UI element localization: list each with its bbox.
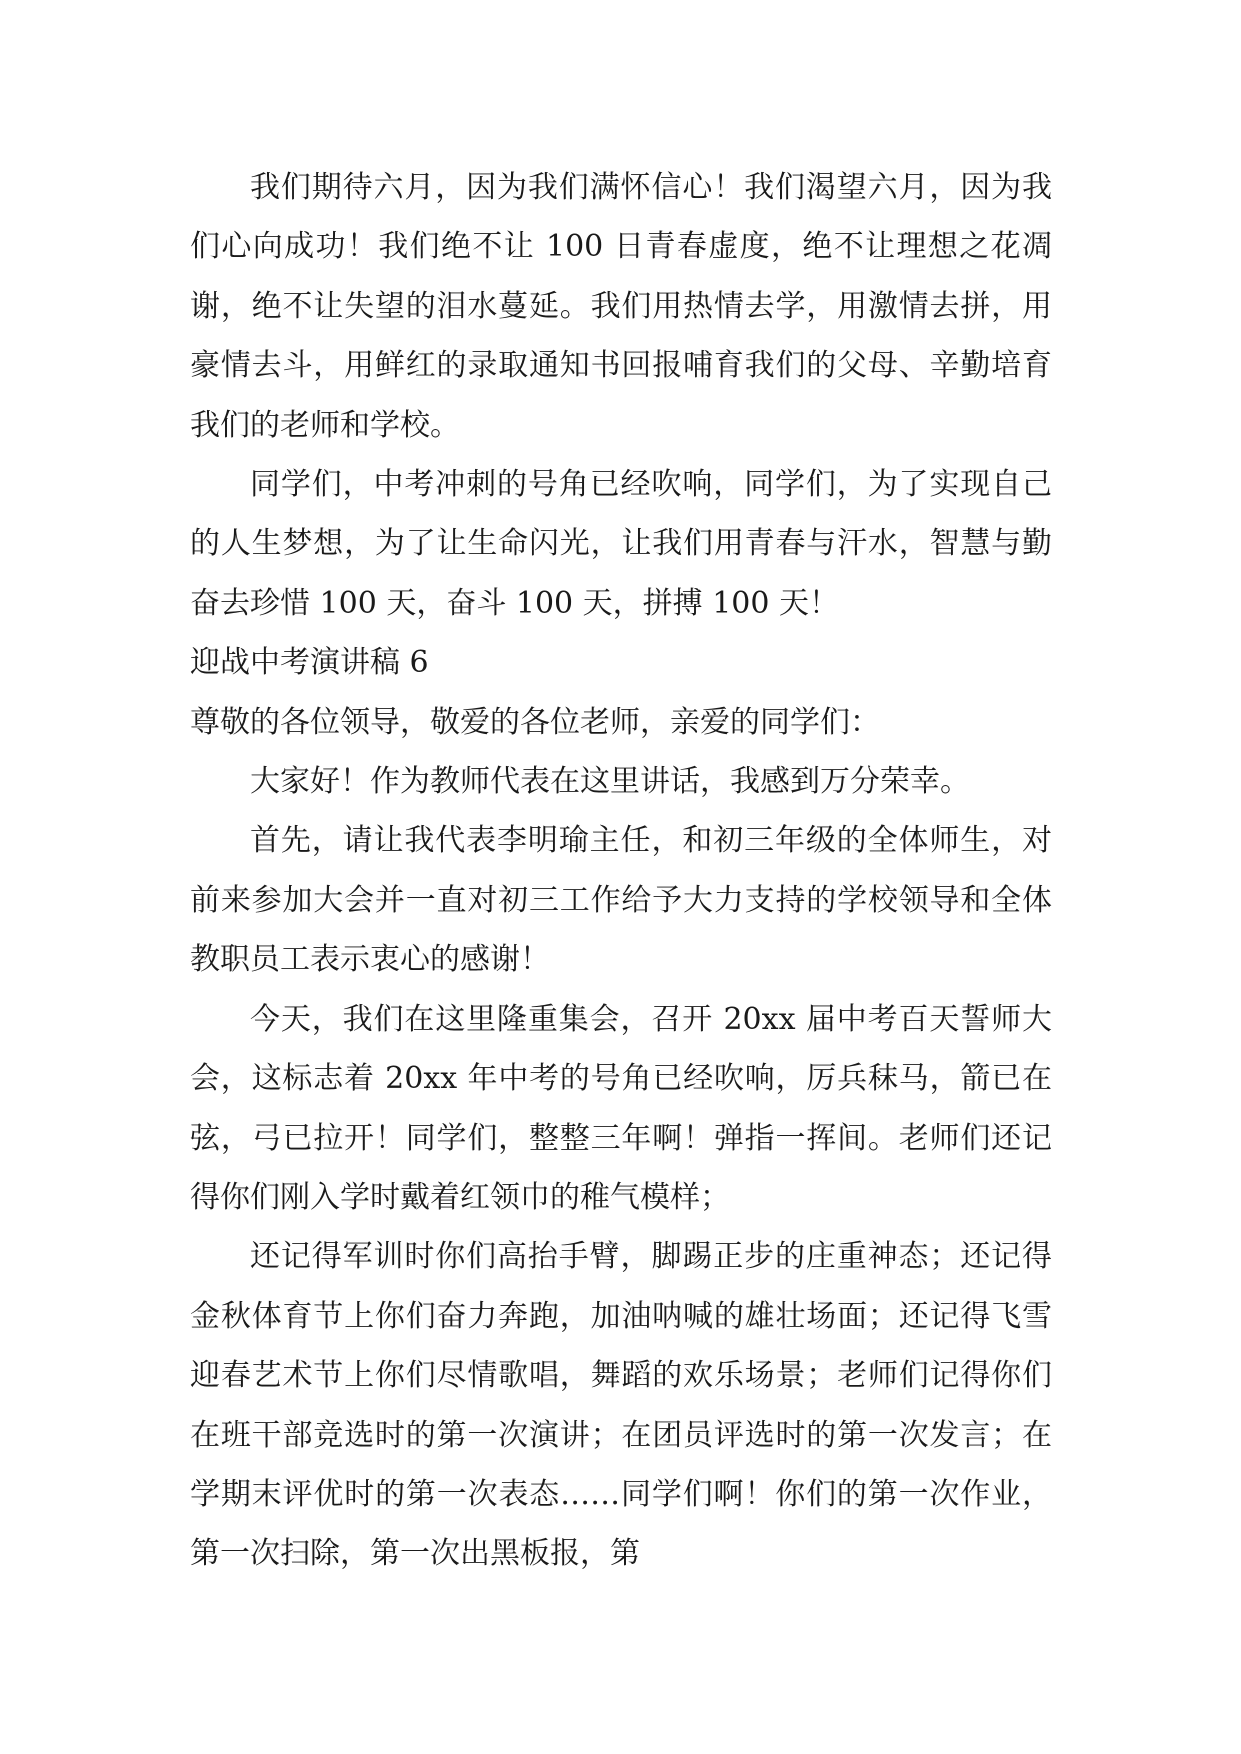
body-paragraph: 今天，我们在这里隆重集会，召开 20xx 届中考百天誓师大会，这标志着 20xx 年中考的号角已经吹响，厉兵秣马，箭已在弦，弓已拉开！同学们，整整三年啊！弹指一挥间。老师们还记得你们刚入学时戴着红领巾的稚气模样； [190, 1001, 1052, 1215]
speech-title: 迎战中考演讲稿 6 [190, 645, 429, 681]
body-paragraph: 同学们，中考冲刺的号角已经吹响，同学们，为了实现自己的人生梦想，为了让生命闪光，让我们用青春与汗水，智慧与勤奋去珍惜 100 天，奋斗 100 天，拼搏 100 天！ [190, 467, 1052, 621]
salutation: 尊敬的各位领导，敬爱的各位老师，亲爱的同学们： [190, 704, 880, 740]
body-paragraph: 我们期待六月，因为我们满怀信心！我们渴望六月，因为我们心向成功！我们绝不让 100 日青春虚度，绝不让理想之花凋谢，绝不让失望的泪水蔓延。我们用热情去学，用激情去拼，用豪情去斗，用鲜红的录取通知书回报哺育我们的父母、辛勤培育我们的老师和学校。 [190, 170, 1052, 443]
document-page [190, 158, 1052, 1584]
speech-5-closing [190, 158, 1052, 633]
body-paragraph: 大家好！作为教师代表在这里讲话，我感到万分荣幸。 [250, 764, 970, 800]
body-paragraph: 还记得军训时你们高抬手臂，脚踢正步的庄重神态；还记得金秋体育节上你们奋力奔跑，加油呐喊的雄壮场面；还记得飞雪迎春艺术节上你们尽情歌唱，舞蹈的欢乐场景；老师们记得你们在班干部竞选时的第一次演讲；在团员评选时的第一次发言；在学期末评优时的第一次表态……同学们啊！你们的第一次作业，第一次扫除，第一次出黑板报，第 [190, 1239, 1052, 1572]
body-paragraph: 首先，请让我代表李明瑜主任，和初三年级的全体师生，对前来参加大会并一直对初三工作给予大力支持的学校领导和全体教职员工表示衷心的感谢！ [190, 823, 1052, 978]
speech-6 [190, 633, 1052, 1584]
